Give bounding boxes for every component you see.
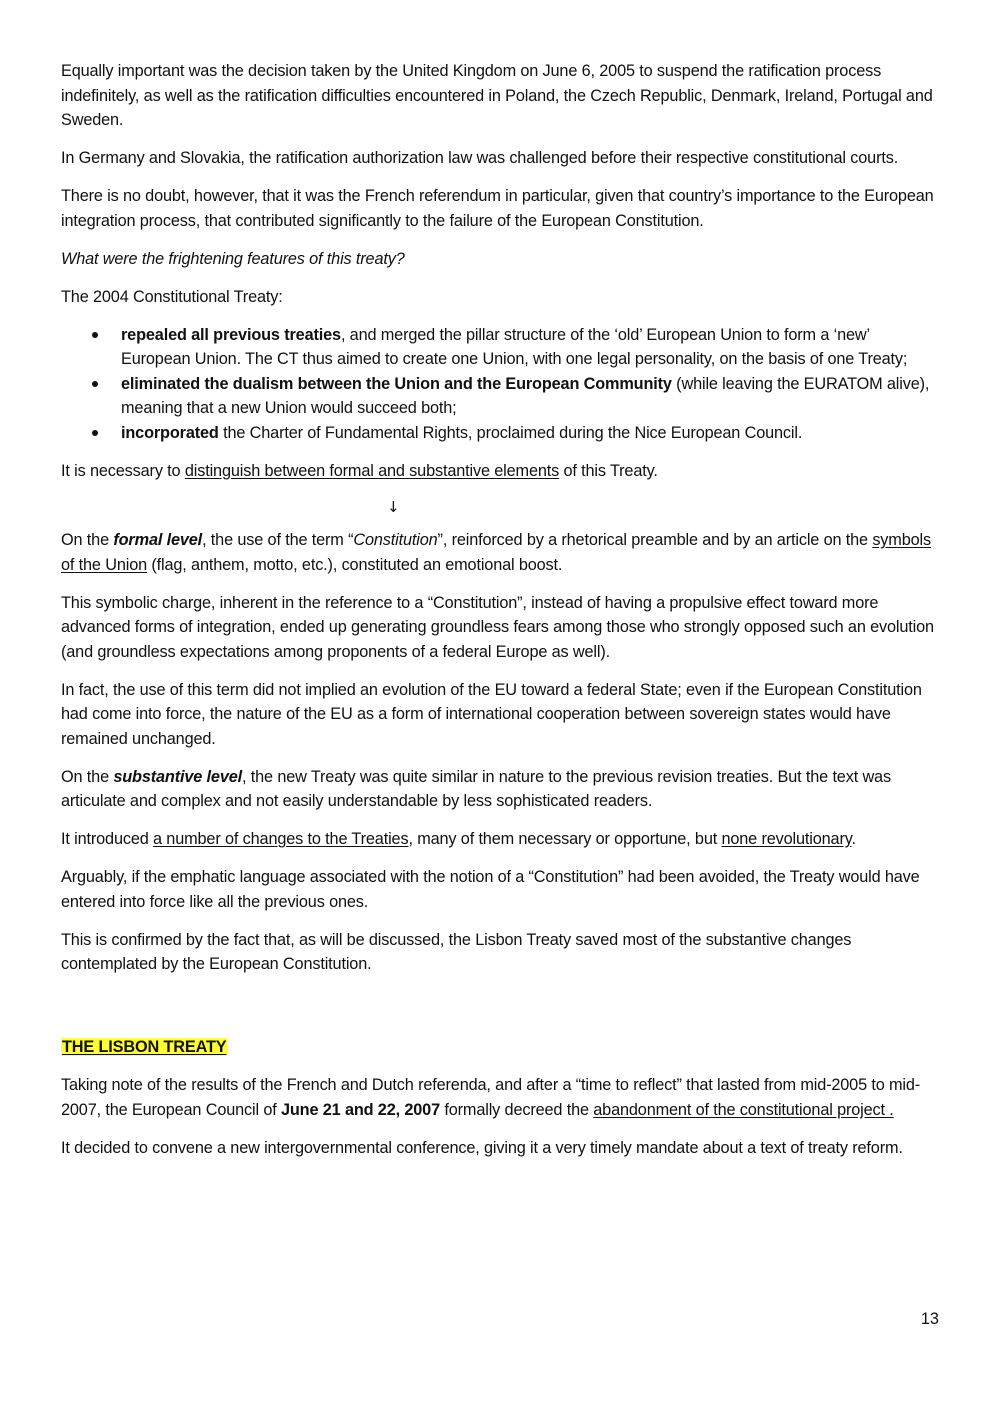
paragraph-in-fact: In fact, the use of this term did not implied an evolution of the EU toward a federal State; even if the European Constitution had come into force, the nature of the EU as a form of international cooperation between sovereign states would have remained unchanged. xyxy=(61,680,922,748)
text-run: It is necessary to xyxy=(61,461,185,480)
paragraph-uk-decision: Equally important was the decision taken by the United Kingdom on June 6, 2005 to suspend the ratification process indefinitely, as well as the ratification difficulties encountered in Poland, the Czech Republic, Denmark, Ireland, Portugal and Sweden. xyxy=(61,62,933,129)
list-item-bold: eliminated the dualism between the Union and the European Community xyxy=(121,374,672,393)
paragraph-taking-note xyxy=(61,1073,941,1122)
paragraph-confirmed: This is confirmed by the fact that, as will be discussed, the Lisbon Treaty saved most of the substantive changes contemplated by the European Constitution. xyxy=(61,930,852,973)
question-text: What were the frightening features of this treaty? xyxy=(61,249,405,268)
page-number: 13 xyxy=(920,1310,939,1328)
text-run: , many of them necessary or opportune, but xyxy=(408,830,722,848)
constitution-term: Constitution xyxy=(353,531,438,549)
symbols-of-union-underlined: symbols of the Union xyxy=(61,531,931,574)
list-item-text: (while leaving the EURATOM alive), meaning that a new Union would succeed both; xyxy=(121,374,930,417)
paragraph-arguably: Arguably, if the emphatic language associated with the notion of a “Constitution” had been avoided, the Treaty would have entered into force like all the previous ones. xyxy=(61,868,920,911)
text-run: On the xyxy=(61,767,114,786)
text-run: On the xyxy=(61,531,114,549)
text-run: Taking note of the results of the French and Dutch referenda, and after a “time to reflect” that lasted from mid-2005 to mid-2007, the European Council of xyxy=(61,1076,921,1119)
none-revolutionary-underlined: none revolutionary xyxy=(721,830,852,848)
paragraph-introduced xyxy=(61,827,941,852)
formal-level-term: formal level xyxy=(113,531,203,549)
list-item xyxy=(121,372,941,421)
treaty-features-list xyxy=(61,323,941,446)
list-item-bold: repealed all previous treaties xyxy=(121,325,341,344)
list-item-bold: incorporated xyxy=(121,423,219,442)
date-bold: June 21 and 22, 2007 xyxy=(280,1100,440,1119)
bullet-icon xyxy=(92,381,98,387)
list-item-text: the Charter of Fundamental Rights, proclaimed during the Nice European Council. xyxy=(218,423,803,442)
bullet-icon xyxy=(92,430,98,436)
paragraph-french-referendum: There is no doubt, however, that it was the French referendum in particular, given that country’s importance to the European integration process, that contributed significantly to the failure of the European Constitution. xyxy=(61,187,934,230)
down-arrow-icon: ↓ xyxy=(387,497,400,516)
changes-underlined: a number of changes to the Treaties xyxy=(153,830,409,848)
question-frightening-features xyxy=(61,247,941,272)
text-run: . xyxy=(851,830,856,848)
section-spacer xyxy=(61,990,941,1035)
page-body xyxy=(61,59,941,1174)
bullet-icon xyxy=(92,332,98,338)
section-heading-text: THE LISBON TREATY xyxy=(62,1038,227,1056)
paragraph-formal-level xyxy=(61,528,941,577)
abandonment-underlined: abandonment of the constitutional project . xyxy=(593,1100,894,1119)
text-run: , the use of the term “ xyxy=(202,531,354,549)
paragraph-substantive-level xyxy=(61,765,941,814)
substantive-level-term: substantive level xyxy=(113,767,243,786)
text-run: formally decreed the xyxy=(440,1100,594,1119)
text-run: ”, reinforced by a rhetorical preamble and by an article on the xyxy=(437,531,873,549)
distinguish-underlined: distinguish between formal and substantive elements xyxy=(184,461,560,480)
paragraph-distinguish xyxy=(61,459,941,484)
list-item xyxy=(121,421,941,446)
text-run: (flag, anthem, motto, etc.), constituted an emotional boost. xyxy=(147,555,563,574)
text-run: It introduced xyxy=(61,830,154,848)
list-item-text: , and merged the pillar structure of the ‘old’ European Union to form a ‘new’ European Union. The CT thus aimed to create one Union, with one legal personality, on the basis of one Treaty; xyxy=(121,325,908,368)
paragraph-symbolic-charge: This symbolic charge, inherent in the reference to a “Constitution”, instead of having a propulsive effect toward more advanced forms of integration, ended up generating groundless fears among those who strongly opposed such an evolution (and groundless expectations among proponents of a federal Europe as well). xyxy=(61,593,934,661)
paragraph-convene: It decided to convene a new intergovernmental conference, giving it a very timely mandate about a text of treaty reform. xyxy=(61,1138,903,1157)
text-run: of this Treaty. xyxy=(559,461,658,480)
paragraph-germany-slovakia: In Germany and Slovakia, the ratification authorization law was challenged before their respective constitutional courts. xyxy=(61,149,899,167)
text-run: , the new Treaty was quite similar in nature to the previous revision treaties. But the text was articulate and complex and not easily understandable by less sophisticated readers. xyxy=(61,767,891,810)
list-intro: The 2004 Constitutional Treaty: xyxy=(61,287,283,306)
section-heading xyxy=(61,1035,941,1060)
list-item xyxy=(121,323,941,372)
